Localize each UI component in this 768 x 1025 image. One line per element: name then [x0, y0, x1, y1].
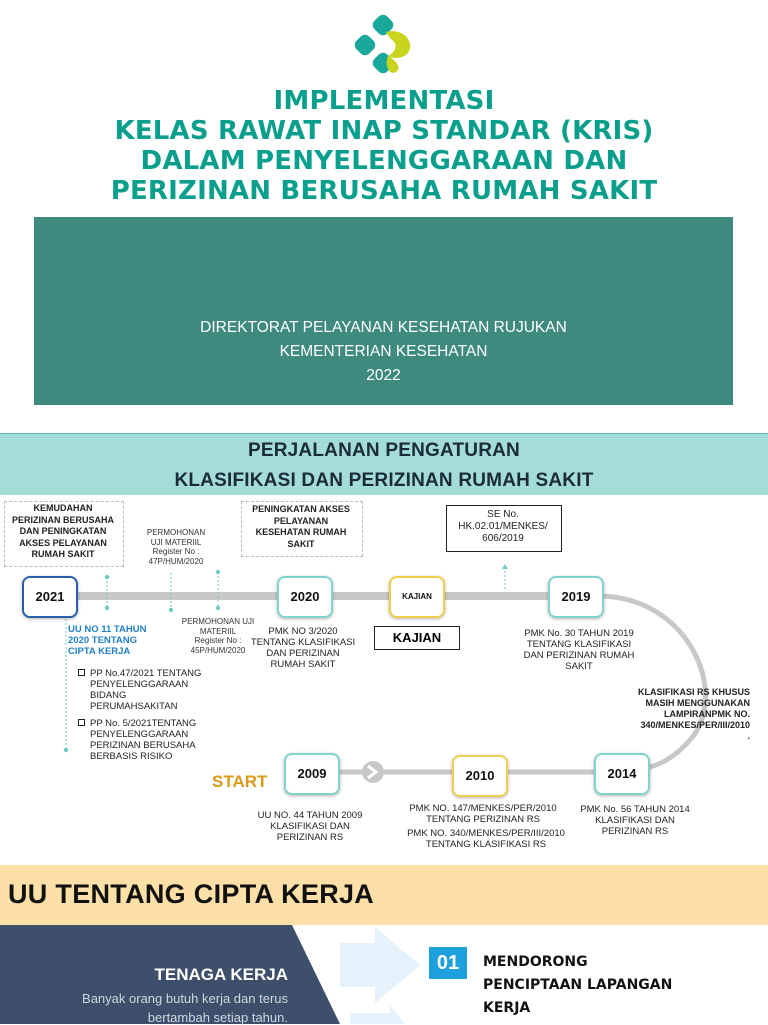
year-2014-node: 2014 [594, 753, 650, 795]
checkbox-bullet-icon [78, 669, 85, 676]
arrow-right-icon [330, 925, 430, 1024]
kajian-node: KAJIAN [389, 576, 445, 618]
pp47-item: PP No.47/2021 TENTANG PENYELENGGARAAN BIDANG PERUMAHSAKITAN [78, 668, 218, 712]
klasifikasi-khusus-text: KLASIFIKASI RS KHUSUS MASIH MENGGUNAKAN LAMPIRANPMK NO. 340/MENKES/PER/III/2010 . [637, 687, 750, 741]
year-2021-node: 2021 [22, 576, 78, 618]
org-line-1: DIREKTORAT PELAYANAN KESEHATAN RUJUKAN [200, 319, 567, 336]
permohonan-45p-text: PERMOHONAN UJI MATERIIL Register No : 45P/HUM/2020 [181, 617, 255, 655]
permohonan-47p-text: PERMOHONAN UJI MATERIIL Register No : 47P/HUM/2020 [146, 528, 206, 566]
regulation-timeline [0, 495, 768, 865]
title-line-1: IMPLEMENTASI [273, 86, 495, 116]
title-line-3: DALAM PENYELENGGARAAN DAN [140, 146, 628, 176]
organization-box [34, 217, 733, 405]
title-line-4: PERIZINAN BERUSAHA RUMAH SAKIT [110, 176, 658, 206]
se-text: SE No. HK.02.01/MENKES/ 606/2019 [458, 509, 548, 544]
pmk3-text: PMK NO 3/2020 TENTANG KLASIFIKASI DAN PERIZINAN RUMAH SAKIT [250, 626, 356, 670]
kajian-box: KAJIAN [374, 626, 460, 650]
pp5-item: PP No. 5/2021TENTANG PENYELENGGARAAN PERIZINAN BERUSAHA BERBASIS RISIKO [78, 718, 218, 762]
year-2009-node: 2009 [284, 753, 340, 795]
year-2019-node: 2019 [548, 576, 604, 618]
timeline-heading-1: PERJALANAN PENGATURAN [248, 440, 520, 461]
timeline-heading-2: KLASIFIKASI DAN PERIZINAN RUMAH SAKIT [174, 470, 594, 491]
org-line-2: KEMENTERIAN KESEHATAN [279, 343, 488, 360]
checkbox-bullet-icon [78, 719, 85, 726]
title-line-2: KELAS RAWAT INAP STANDAR (KRIS) [114, 116, 654, 146]
kemenkes-logo-icon [352, 14, 414, 76]
timeline-heading-band [0, 433, 768, 496]
kemudahan-text: KEMUDAHAN PERIZINAN BERUSAHA DAN PENINGKATAN AKSES PELAYANAN RUMAH SAKIT [11, 503, 114, 559]
peningkatan-text: PENINGKATAN AKSES PELAYANAN KESEHATAN RUMAH SAKIT [252, 504, 350, 549]
page-title [0, 86, 768, 206]
year-2020-node: 2020 [277, 576, 333, 618]
tenaga-kerja-title: TENAGA KERJA [154, 965, 288, 984]
org-year: 2022 [366, 367, 401, 384]
year-2010-node: 2010 [452, 755, 508, 797]
tenaga-kerja-section [0, 925, 768, 1024]
uu11-text: UU NO 11 TAHUN 2020 TENTANG CIPTA KERJA [68, 624, 147, 657]
cipta-kerja-heading: UU TENTANG CIPTA KERJA [8, 879, 375, 909]
point-text: MENDORONG PENCIPTAAN LAPANGAN KERJA [483, 954, 673, 1016]
pmk56-text: PMK No. 56 TAHUN 2014 KLASIFIKASI DAN PERIZINAN RS [580, 804, 690, 837]
number-badge: 01 [429, 947, 467, 979]
tenaga-kerja-text-2: bertambah setiap tahun. [147, 1010, 288, 1025]
tenaga-kerja-text-1: Banyak orang butuh kerja dan terus [82, 991, 288, 1006]
pmk147-text: PMK NO. 147/MENKES/PER/2010 TENTANG PERIZINAN RS [409, 803, 557, 825]
pmk30-text: PMK No. 30 TAHUN 2019 TENTANG KLASIFIKASI DAN PERIZINAN RUMAH SAKIT [523, 628, 635, 672]
pmk340-text: PMK NO. 340/MENKES/PER/III/2010 TENTANG KLASIFIKASI RS [407, 828, 565, 850]
cipta-kerja-heading-band [0, 865, 768, 925]
start-label: START [212, 772, 268, 791]
uu44-text: UU NO. 44 TAHUN 2009 KLASIFIKASI DAN PERIZINAN RS [257, 810, 363, 843]
